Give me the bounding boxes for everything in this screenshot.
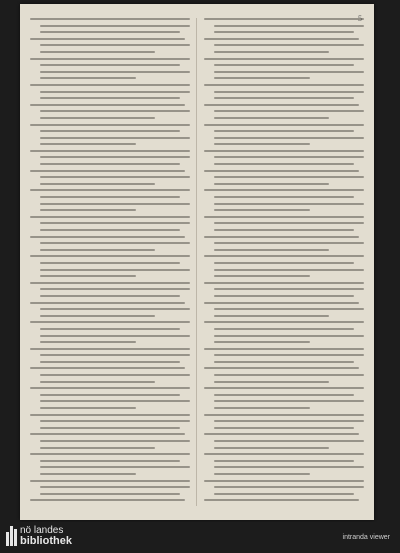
illegible-text-line bbox=[214, 374, 364, 376]
illegible-text-line bbox=[30, 150, 190, 152]
illegible-text-line bbox=[40, 196, 181, 198]
illegible-text-line bbox=[40, 381, 155, 383]
illegible-text-line bbox=[40, 71, 190, 73]
illegible-text-line bbox=[214, 493, 355, 495]
illegible-text-line bbox=[40, 466, 190, 468]
illegible-text-line bbox=[214, 44, 364, 46]
illegible-text-line bbox=[40, 493, 181, 495]
viewer-label: intranda viewer bbox=[342, 534, 390, 541]
illegible-text-line bbox=[204, 150, 364, 152]
illegible-text-line bbox=[30, 255, 190, 257]
viewer-footer bbox=[0, 522, 400, 553]
illegible-text-line bbox=[30, 189, 190, 191]
illegible-text-line bbox=[204, 387, 364, 389]
illegible-text-line bbox=[214, 97, 355, 99]
illegible-text-line bbox=[204, 84, 364, 86]
illegible-text-line bbox=[40, 44, 190, 46]
illegible-text-line bbox=[214, 117, 329, 119]
illegible-text-line bbox=[214, 156, 364, 158]
illegible-text-line bbox=[214, 460, 355, 462]
illegible-text-line bbox=[30, 367, 185, 369]
text-column-right bbox=[204, 18, 364, 506]
illegible-text-line bbox=[30, 453, 190, 455]
illegible-text-line bbox=[30, 58, 190, 60]
illegible-text-line bbox=[214, 203, 364, 205]
illegible-text-line bbox=[204, 58, 364, 60]
illegible-text-line bbox=[30, 499, 185, 501]
illegible-text-line bbox=[204, 124, 364, 126]
illegible-text-line bbox=[214, 176, 364, 178]
illegible-text-line bbox=[214, 183, 329, 185]
illegible-text-line bbox=[40, 361, 181, 363]
illegible-text-line bbox=[40, 335, 190, 337]
illegible-text-line bbox=[30, 433, 185, 435]
illegible-text-line bbox=[204, 189, 364, 191]
illegible-text-line bbox=[30, 236, 185, 238]
illegible-text-line bbox=[30, 124, 190, 126]
illegible-text-line bbox=[214, 328, 355, 330]
illegible-text-line bbox=[40, 64, 181, 66]
logo-text-line2: bibliothek bbox=[20, 535, 72, 547]
illegible-text-line bbox=[204, 255, 364, 257]
illegible-text-line bbox=[30, 18, 190, 20]
illegible-text-line bbox=[40, 209, 136, 211]
illegible-text-line bbox=[40, 176, 190, 178]
illegible-text-line bbox=[40, 460, 181, 462]
illegible-text-line bbox=[214, 295, 355, 297]
illegible-text-line bbox=[40, 407, 136, 409]
illegible-text-line bbox=[214, 427, 355, 429]
illegible-text-line bbox=[40, 447, 155, 449]
illegible-text-line bbox=[40, 295, 181, 297]
scanned-page bbox=[20, 4, 374, 520]
illegible-text-line bbox=[214, 269, 364, 271]
illegible-text-line bbox=[214, 249, 329, 251]
illegible-text-line bbox=[40, 97, 181, 99]
illegible-text-line bbox=[214, 77, 310, 79]
illegible-text-line bbox=[30, 282, 190, 284]
illegible-text-line bbox=[40, 31, 181, 33]
illegible-text-line bbox=[214, 361, 355, 363]
illegible-text-line bbox=[30, 84, 190, 86]
illegible-text-line bbox=[30, 348, 190, 350]
illegible-text-line bbox=[214, 91, 364, 93]
illegible-text-line bbox=[214, 31, 355, 33]
illegible-text-line bbox=[214, 222, 364, 224]
illegible-text-line bbox=[214, 51, 329, 53]
illegible-text-line bbox=[40, 308, 190, 310]
illegible-text-line bbox=[30, 170, 185, 172]
illegible-text-line bbox=[40, 110, 190, 112]
illegible-text-line bbox=[40, 130, 181, 132]
illegible-text-line bbox=[30, 38, 185, 40]
illegible-text-line bbox=[214, 275, 310, 277]
illegible-text-line bbox=[214, 407, 310, 409]
illegible-text-line bbox=[30, 302, 185, 304]
illegible-text-line bbox=[30, 387, 190, 389]
illegible-text-line bbox=[214, 137, 364, 139]
illegible-text-line bbox=[214, 288, 364, 290]
illegible-text-line bbox=[204, 104, 359, 106]
illegible-text-line bbox=[204, 348, 364, 350]
illegible-text-line bbox=[204, 170, 359, 172]
illegible-text-line bbox=[204, 453, 364, 455]
illegible-text-line bbox=[214, 354, 364, 356]
column-divider bbox=[196, 18, 197, 506]
library-logo bbox=[6, 526, 72, 547]
illegible-text-line bbox=[30, 414, 190, 416]
illegible-text-line bbox=[40, 229, 181, 231]
illegible-text-line bbox=[204, 499, 359, 501]
illegible-text-line bbox=[30, 321, 190, 323]
illegible-text-line bbox=[204, 236, 359, 238]
illegible-text-line bbox=[30, 104, 185, 106]
illegible-text-line bbox=[40, 242, 190, 244]
illegible-text-line bbox=[214, 466, 364, 468]
illegible-text-line bbox=[214, 71, 364, 73]
illegible-text-line bbox=[204, 216, 364, 218]
logo-text-line1: nö landes bbox=[20, 525, 64, 536]
illegible-text-line bbox=[40, 315, 155, 317]
illegible-text-line bbox=[214, 400, 364, 402]
text-column-left bbox=[30, 18, 190, 506]
illegible-text-line bbox=[204, 18, 364, 20]
illegible-text-line bbox=[204, 302, 359, 304]
illegible-text-line bbox=[214, 143, 310, 145]
illegible-text-line bbox=[214, 110, 364, 112]
illegible-text-line bbox=[40, 420, 190, 422]
illegible-text-line bbox=[40, 156, 190, 158]
illegible-text-line bbox=[214, 308, 364, 310]
library-logo-icon bbox=[6, 526, 17, 546]
illegible-text-line bbox=[204, 433, 359, 435]
illegible-text-line bbox=[214, 229, 355, 231]
illegible-text-line bbox=[40, 137, 190, 139]
illegible-text-line bbox=[40, 222, 190, 224]
illegible-text-line bbox=[214, 163, 355, 165]
illegible-text-line bbox=[204, 38, 359, 40]
illegible-text-line bbox=[214, 394, 355, 396]
illegible-text-line bbox=[204, 480, 364, 482]
illegible-text-line bbox=[40, 374, 190, 376]
illegible-text-line bbox=[214, 341, 310, 343]
illegible-text-line bbox=[40, 427, 181, 429]
illegible-text-line bbox=[40, 143, 136, 145]
illegible-text-line bbox=[214, 64, 355, 66]
illegible-text-line bbox=[30, 480, 190, 482]
illegible-text-line bbox=[214, 486, 364, 488]
illegible-text-line bbox=[40, 354, 190, 356]
illegible-text-line bbox=[40, 288, 190, 290]
illegible-text-line bbox=[204, 414, 364, 416]
illegible-text-line bbox=[40, 25, 190, 27]
illegible-text-line bbox=[40, 269, 190, 271]
illegible-text-line bbox=[214, 209, 310, 211]
illegible-text-line bbox=[214, 262, 355, 264]
illegible-text-line bbox=[40, 77, 136, 79]
illegible-text-line bbox=[40, 183, 155, 185]
illegible-text-line bbox=[40, 262, 181, 264]
illegible-text-line bbox=[40, 394, 181, 396]
illegible-text-line bbox=[214, 420, 364, 422]
illegible-text-line bbox=[214, 447, 329, 449]
illegible-text-line bbox=[214, 196, 355, 198]
illegible-text-line bbox=[40, 163, 181, 165]
illegible-text-line bbox=[40, 275, 136, 277]
illegible-text-line bbox=[214, 25, 364, 27]
illegible-text-line bbox=[40, 91, 190, 93]
illegible-text-line bbox=[214, 315, 329, 317]
illegible-text-line bbox=[40, 51, 155, 53]
illegible-text-line bbox=[214, 473, 310, 475]
illegible-text-line bbox=[40, 486, 190, 488]
illegible-text-line bbox=[40, 473, 136, 475]
illegible-text-line bbox=[40, 117, 155, 119]
illegible-text-line bbox=[214, 381, 329, 383]
illegible-text-line bbox=[204, 282, 364, 284]
illegible-text-line bbox=[40, 203, 190, 205]
illegible-text-line bbox=[40, 249, 155, 251]
illegible-text-line bbox=[40, 400, 190, 402]
illegible-text-line bbox=[214, 242, 364, 244]
illegible-text-line bbox=[40, 440, 190, 442]
illegible-text-line bbox=[30, 216, 190, 218]
illegible-text-line bbox=[204, 321, 364, 323]
illegible-text-line bbox=[214, 440, 364, 442]
illegible-text-line bbox=[214, 130, 355, 132]
illegible-text-line bbox=[214, 335, 364, 337]
illegible-text-line bbox=[40, 328, 181, 330]
illegible-text-line bbox=[204, 367, 359, 369]
illegible-text-line bbox=[40, 341, 136, 343]
